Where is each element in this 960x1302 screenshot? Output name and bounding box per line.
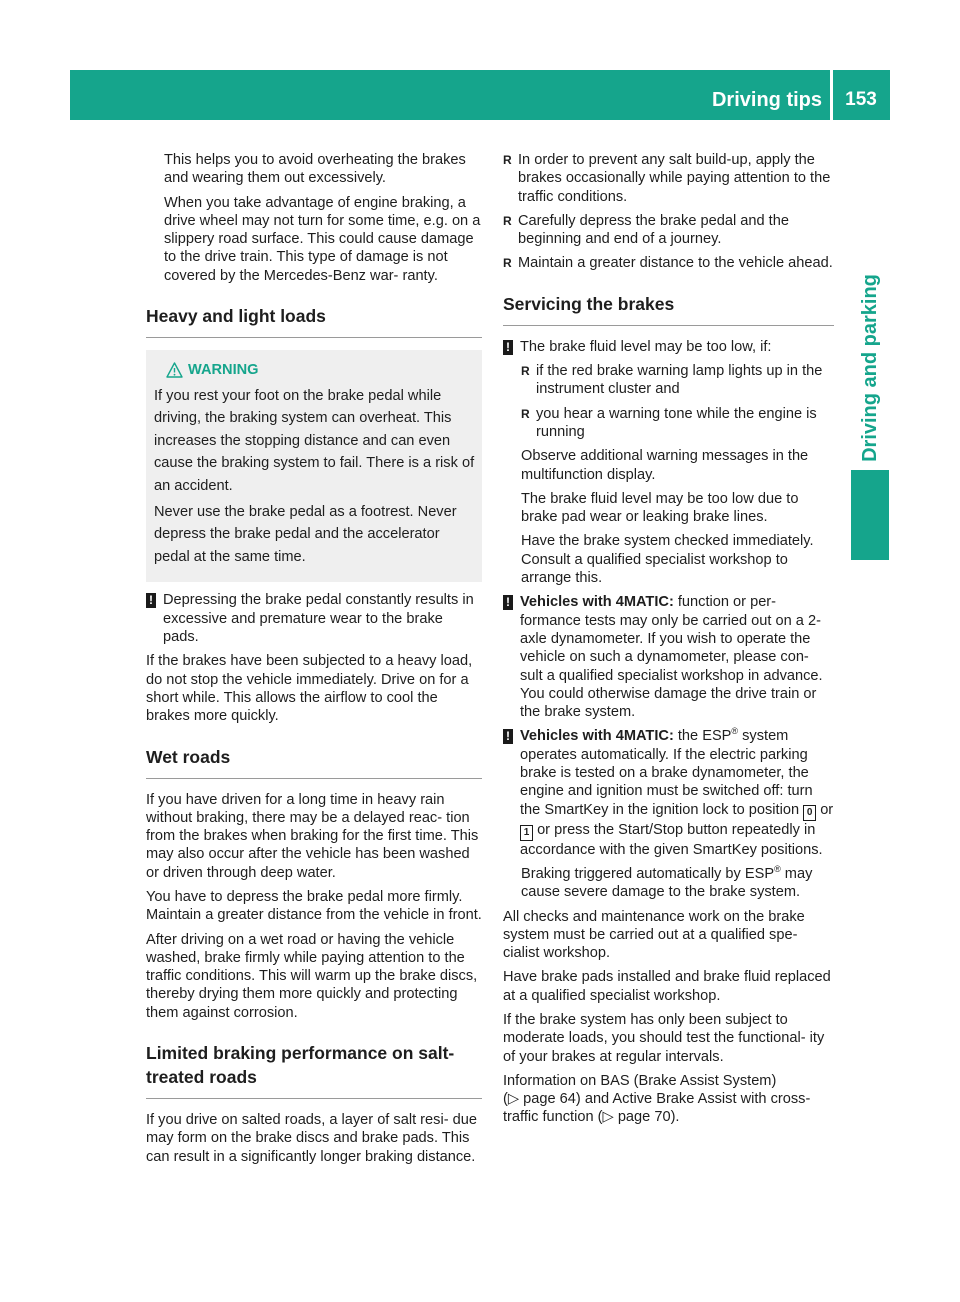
paragraph: All checks and maintenance work on the brake system must be carried out at a qualified spe- cialist workshop. (503, 908, 805, 962)
note-text: the ESP (677, 728, 732, 745)
right-column (503, 151, 834, 1133)
page-number: 153 (845, 89, 877, 110)
paragraph: Have the brake system checked immediately. Consult a qualified specialist workshop to arrange this. (521, 533, 814, 587)
paragraph: If the brakes have been subjected to a heavy load, do not stop the vehicle immediately. Drive on for a short while. This allows the airflow to cool the brakes more quickly. (146, 653, 473, 725)
caution-note (146, 591, 482, 646)
warning-text: Never use the brake pedal as a footrest. Never depress the brake pedal and the accelerator pedal at the same time. (154, 503, 457, 565)
paragraph: You have to depress the brake pedal more firmly. Maintain a greater distance from the vehicle in front. (146, 888, 482, 924)
exclamation-icon: ! (503, 729, 513, 744)
warning-text: If you rest your foot on the brake pedal while driving, the braking system can overheat. This increases the stopping distance and can even cause the braking system to fail. There is a risk of an accident. (154, 387, 475, 495)
page-reference-link[interactable]: page 64) and Active Brake Assist with cross- traffic function (503, 1091, 811, 1126)
section-heading: Servicing the brakes (503, 292, 834, 326)
paragraph: This helps you to avoid overheating the brakes and wearing them out excessively. (164, 152, 466, 187)
key-position-0-icon: 0 (803, 805, 816, 821)
exclamation-icon: ! (503, 340, 513, 355)
warning-triangle-icon (166, 362, 183, 378)
paragraph-text: Braking triggered automatically by ESP (521, 865, 775, 882)
note-text: function or per- formance tests may only be carried out on a 2- axle dynamometer. If you wish to operate the vehicle on such a dynamometer, please con- sult a qualified specialist workshop in advance. You could otherwise damage the drive train or the brake system. (520, 594, 823, 721)
page-reference-link[interactable]: page 70). (617, 1109, 680, 1126)
caution-note (503, 593, 834, 721)
list-item: R Maintain a greater distance to the vehicle ahead. (503, 254, 834, 272)
page-ref-arrow-icon: (▷ (597, 1109, 614, 1126)
section-heading: Wet roads (146, 745, 482, 779)
note-text: or (820, 801, 834, 818)
side-tab (851, 274, 889, 462)
note-text: The brake fluid level may be too low, if: (520, 338, 772, 355)
header-divider (830, 70, 833, 120)
page-ref-arrow-icon: (▷ (503, 1091, 520, 1108)
paragraph (503, 1072, 834, 1127)
note-text: or press the Start/Stop button repeatedly in accordance with the given SmartKey positions. (520, 821, 823, 858)
left-column (146, 151, 482, 1172)
exclamation-icon: ! (503, 595, 513, 610)
caution-note (503, 727, 834, 858)
paragraph: If you drive on salted roads, a layer of salt resi- due may form on the brake discs and brake pads. This can result in a significantly longer braking distance. (146, 1112, 477, 1165)
section-heading: Limited braking performance on salt- treated roads (146, 1041, 482, 1099)
paragraph: After driving on a wet road or having the vehicle washed, brake firmly while paying attention to the traffic conditions. This will warm up the brake discs, thereby drying them more quickly and protecting them against corrosion. (146, 931, 478, 1021)
list-item: R Carefully depress the brake pedal and the beginning and end of a journey. (503, 212, 834, 249)
paragraph-text: may cause severe damage to the brake system. (521, 865, 813, 901)
note-emphasis: Vehicles with 4MATIC: (520, 728, 674, 745)
side-tab-label: Driving and parking (858, 274, 881, 462)
paragraph: If the brake system has only been subject to moderate loads, you should test the functional- ity of your brakes at regular intervals. (503, 1011, 825, 1065)
exclamation-icon: ! (146, 593, 156, 608)
paragraph: The brake fluid level may be too low due to brake pad wear or leaking brake lines. (521, 490, 799, 526)
paragraph-text: Information on BAS (Brake Assist System) (503, 1072, 777, 1089)
registered-mark: ® (774, 864, 781, 875)
registered-mark: ® (731, 726, 739, 737)
list-item: R In order to prevent any salt build-up, apply the brakes occasionally while paying attention to the traffic conditions. (503, 151, 834, 206)
list-item: R if the red brake warning lamp lights up in the instrument cluster and (521, 362, 834, 399)
section-heading: Heavy and light loads (146, 304, 482, 338)
warning-header (154, 359, 479, 382)
paragraph: Observe additional warning messages in the multifunction display. (521, 448, 809, 483)
caution-note (503, 338, 834, 356)
paragraph: If you have driven for a long time in heavy rain without braking, there may be a delayed reac- tion from the brakes when braking for the first time. This may also occur after the vehicle has been washed or driven through deep water. (146, 791, 479, 881)
paragraph (503, 865, 834, 902)
side-tab-marker (851, 470, 889, 560)
paragraph: When you take advantage of engine braking, a drive wheel may not turn for some time, e.g. on a slippery road surface. This could cause damage to the drive train. This type of damage is not covered by the Mercedes-Benz war- ranty. (164, 194, 481, 284)
key-position-1-icon: 1 (520, 825, 533, 841)
warning-label: WARNING (188, 362, 259, 379)
list-item: R you hear a warning tone while the engine is running (521, 405, 834, 442)
section-title: Driving tips (711, 89, 822, 111)
paragraph: Have brake pads installed and brake fluid replaced at a qualified specialist workshop. (503, 969, 831, 1004)
warning-box (146, 350, 482, 582)
note-text: system operates automatically. If the electric parking brake is tested on a brake dynamometer, the engine and ignition must be switched off: turn the SmartKey in the ignition lock to position (520, 728, 813, 818)
note-emphasis: Vehicles with 4MATIC: (520, 594, 674, 611)
note-text: Depressing the brake pedal constantly results in excessive and premature wear to the brake pads. (163, 592, 474, 646)
